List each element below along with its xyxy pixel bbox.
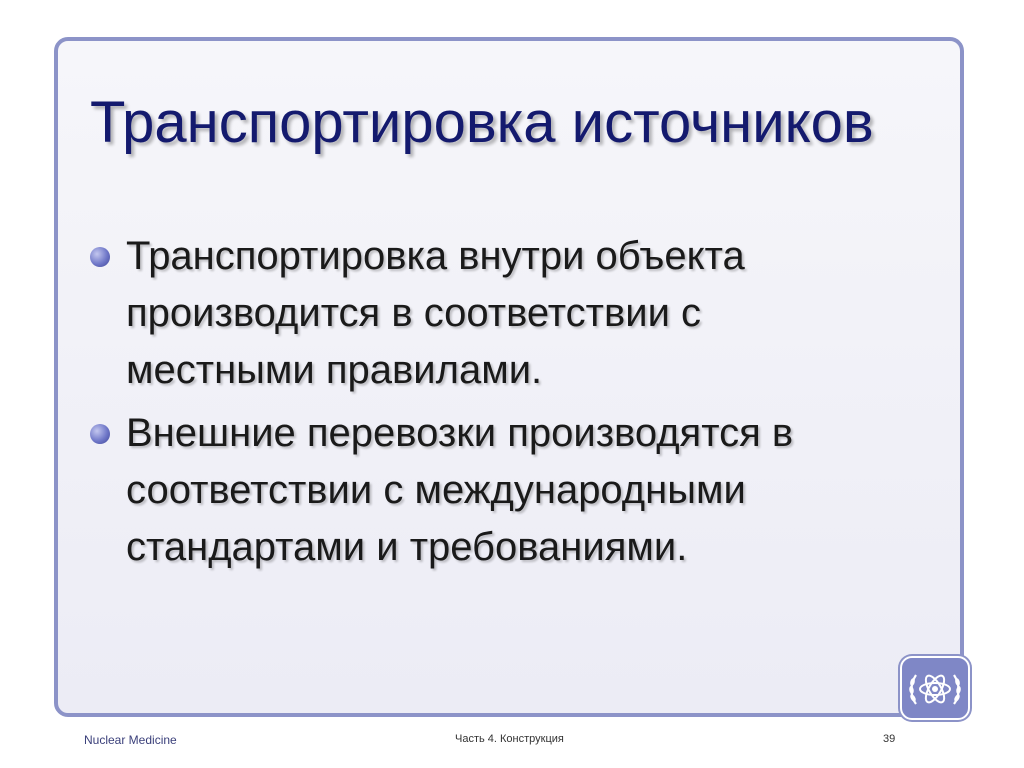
bullet-line: соответствии с международными xyxy=(126,468,746,512)
bullet-list xyxy=(84,228,924,582)
bullet-text xyxy=(126,228,924,399)
bullet-item xyxy=(84,228,924,399)
bullet-text xyxy=(126,405,924,576)
bullet-line: местными правилами. xyxy=(126,348,543,392)
bullet-line: Транспортировка внутри объекта xyxy=(126,234,745,278)
iaea-logo-icon xyxy=(900,656,970,720)
bullet-line: Внешние перевозки производятся в xyxy=(126,411,794,455)
bullet-item xyxy=(84,405,924,576)
bullet-dot-icon xyxy=(90,424,110,444)
page-number: 39 xyxy=(883,733,896,745)
bullet-dot-icon xyxy=(90,247,110,267)
bullet-line: стандартами и требованиями. xyxy=(126,525,688,569)
slide-title: Транспортировка источников xyxy=(90,90,874,155)
footer-section-name: Часть 4. Конструкция xyxy=(455,733,564,745)
bullet-line: производится в соответствии с xyxy=(126,291,702,335)
footer-course-name: Nuclear Medicine xyxy=(84,733,177,747)
